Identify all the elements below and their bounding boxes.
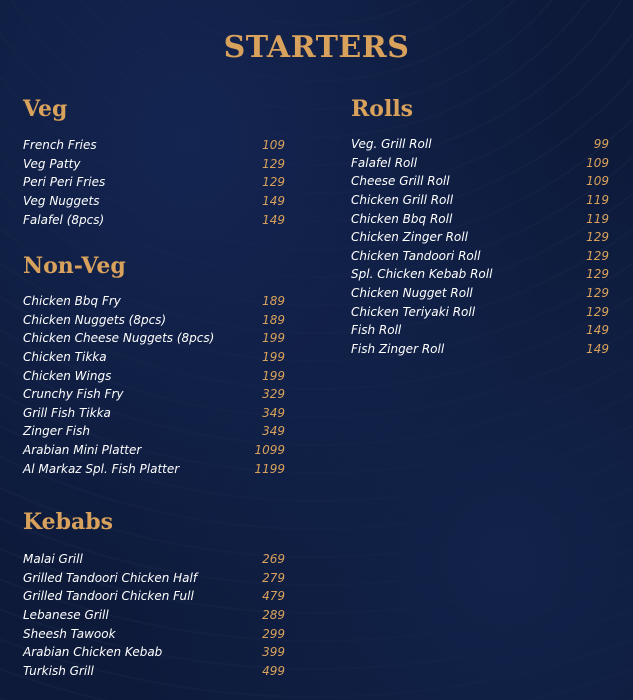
menu-item-price: 129 bbox=[262, 175, 285, 190]
menu-item-price: 349 bbox=[262, 405, 285, 420]
menu-item-price: 129 bbox=[586, 286, 609, 301]
menu-item-name: Veg Patty bbox=[23, 156, 81, 171]
menu-item bbox=[23, 550, 285, 569]
menu-item-name: Al Markaz Spl. Fish Platter bbox=[23, 461, 180, 476]
menu-item-price: 119 bbox=[586, 211, 609, 226]
section-title-veg: Veg bbox=[23, 96, 68, 122]
menu-item bbox=[351, 154, 609, 173]
menu-item-name: Crunchy Fish Fry bbox=[23, 387, 124, 402]
menu-item-name: Cheese Grill Roll bbox=[351, 174, 450, 189]
menu-item bbox=[23, 210, 285, 229]
menu-item bbox=[23, 311, 285, 330]
menu-item-name: Spl. Chicken Kebab Roll bbox=[351, 267, 493, 282]
menu-item bbox=[351, 302, 609, 321]
menu-item-price: 109 bbox=[586, 174, 609, 189]
menu-item-name: Chicken Nuggets (8pcs) bbox=[23, 312, 167, 327]
menu-item-price: 149 bbox=[262, 194, 285, 209]
menu-item-name: Chicken Teriyaki Roll bbox=[351, 304, 476, 319]
menu-item-price: 109 bbox=[586, 155, 609, 170]
menu-item bbox=[351, 228, 609, 247]
menu-item-price: 149 bbox=[586, 323, 609, 338]
menu-item-price: 279 bbox=[262, 570, 285, 585]
menu-item-price: 1199 bbox=[254, 461, 285, 476]
menu-item-name: Grilled Tandoori Chicken Half bbox=[23, 570, 198, 585]
menu-item-name: Falafel Roll bbox=[351, 155, 418, 170]
menu-item-name: Arabian Chicken Kebab bbox=[23, 645, 163, 660]
menu-list-rolls bbox=[351, 135, 609, 358]
menu-item-price: 1099 bbox=[254, 443, 285, 458]
menu-item-name: Chicken Wings bbox=[23, 368, 112, 383]
section-title-non-veg: Non-Veg bbox=[23, 253, 126, 279]
menu-item-name: Chicken Tandoori Roll bbox=[351, 248, 481, 263]
menu-item-price: 129 bbox=[586, 230, 609, 245]
menu-item-price: 129 bbox=[586, 248, 609, 263]
menu-item-price: 189 bbox=[262, 312, 285, 327]
menu-item-name: Chicken Bbq Roll bbox=[351, 211, 453, 226]
menu-item-name: Fish Roll bbox=[351, 323, 402, 338]
menu-item bbox=[351, 340, 609, 359]
menu-item-name: Veg. Grill Roll bbox=[351, 137, 432, 152]
menu-item bbox=[23, 404, 285, 423]
menu-item-name: Chicken Nugget Roll bbox=[351, 286, 473, 301]
menu-item bbox=[23, 662, 285, 681]
menu-item-name: Veg Nuggets bbox=[23, 194, 100, 209]
menu-item-price: 199 bbox=[262, 350, 285, 365]
menu-item-price: 189 bbox=[262, 294, 285, 309]
menu-item-name: Chicken Grill Roll bbox=[351, 193, 454, 208]
menu-item-name: Chicken Tikka bbox=[23, 350, 107, 365]
menu-item bbox=[23, 348, 285, 367]
menu-item-price: 199 bbox=[262, 368, 285, 383]
menu-item bbox=[23, 624, 285, 643]
menu-item bbox=[23, 569, 285, 588]
menu-list-non-veg bbox=[23, 292, 285, 478]
menu-item-name: French Fries bbox=[23, 138, 97, 153]
menu-item bbox=[23, 192, 285, 211]
menu-item-name: Peri Peri Fries bbox=[23, 175, 106, 190]
menu-item bbox=[351, 284, 609, 303]
menu-item bbox=[23, 136, 285, 155]
menu-item-price: 269 bbox=[262, 552, 285, 567]
menu-item-name: Grilled Tandoori Chicken Full bbox=[23, 589, 194, 604]
menu-item-name: Malai Grill bbox=[23, 552, 83, 567]
menu-item bbox=[23, 643, 285, 662]
menu-item bbox=[351, 321, 609, 340]
menu-item-price: 149 bbox=[586, 341, 609, 356]
menu-item-price: 399 bbox=[262, 645, 285, 660]
menu-item bbox=[23, 459, 285, 478]
menu-item-name: Fish Zinger Roll bbox=[351, 341, 445, 356]
menu-item bbox=[23, 366, 285, 385]
menu-item-price: 129 bbox=[586, 304, 609, 319]
menu-item-name: Arabian Mini Platter bbox=[23, 443, 142, 458]
section-title-rolls: Rolls bbox=[351, 96, 414, 122]
menu-item-price: 129 bbox=[586, 267, 609, 282]
menu-item bbox=[23, 292, 285, 311]
menu-item-price: 149 bbox=[262, 212, 285, 227]
menu-item bbox=[23, 606, 285, 625]
menu-item-name: Falafel (8pcs) bbox=[23, 212, 105, 227]
menu-item bbox=[23, 422, 285, 441]
menu-item-price: 119 bbox=[586, 193, 609, 208]
menu-item-price: 199 bbox=[262, 331, 285, 346]
menu-item-price: 349 bbox=[262, 424, 285, 439]
menu-item bbox=[23, 155, 285, 174]
menu-item bbox=[351, 172, 609, 191]
menu-item bbox=[23, 173, 285, 192]
menu-item bbox=[23, 587, 285, 606]
menu-item-price: 499 bbox=[262, 663, 285, 678]
menu-item-name: Sheesh Tawook bbox=[23, 626, 116, 641]
menu-item bbox=[351, 135, 609, 154]
menu-item-price: 329 bbox=[262, 387, 285, 402]
menu-item bbox=[351, 247, 609, 266]
menu-item-name: Lebanese Grill bbox=[23, 608, 109, 623]
menu-item-name: Chicken Cheese Nuggets (8pcs) bbox=[23, 331, 215, 346]
menu-item-price: 479 bbox=[262, 589, 285, 604]
menu-item-name: Zinger Fish bbox=[23, 424, 91, 439]
menu-item bbox=[23, 329, 285, 348]
section-title-kebabs: Kebabs bbox=[23, 509, 114, 535]
menu-item-name: Chicken Zinger Roll bbox=[351, 230, 468, 245]
menu-item-name: Turkish Grill bbox=[23, 663, 94, 678]
menu-item-price: 109 bbox=[262, 138, 285, 153]
page-title: STARTERS bbox=[223, 30, 410, 65]
menu-item bbox=[351, 191, 609, 210]
menu-item-price: 99 bbox=[593, 137, 609, 152]
menu-item-name: Grill Fish Tikka bbox=[23, 405, 111, 420]
menu-item bbox=[351, 265, 609, 284]
menu-item bbox=[351, 209, 609, 228]
menu-list-veg bbox=[23, 136, 285, 229]
menu-item-name: Chicken Bbq Fry bbox=[23, 294, 121, 309]
menu-item-price: 299 bbox=[262, 626, 285, 641]
menu-item-price: 289 bbox=[262, 608, 285, 623]
menu-item bbox=[23, 441, 285, 460]
menu-item-price: 129 bbox=[262, 156, 285, 171]
menu-item bbox=[23, 385, 285, 404]
menu-list-kebabs bbox=[23, 550, 285, 680]
